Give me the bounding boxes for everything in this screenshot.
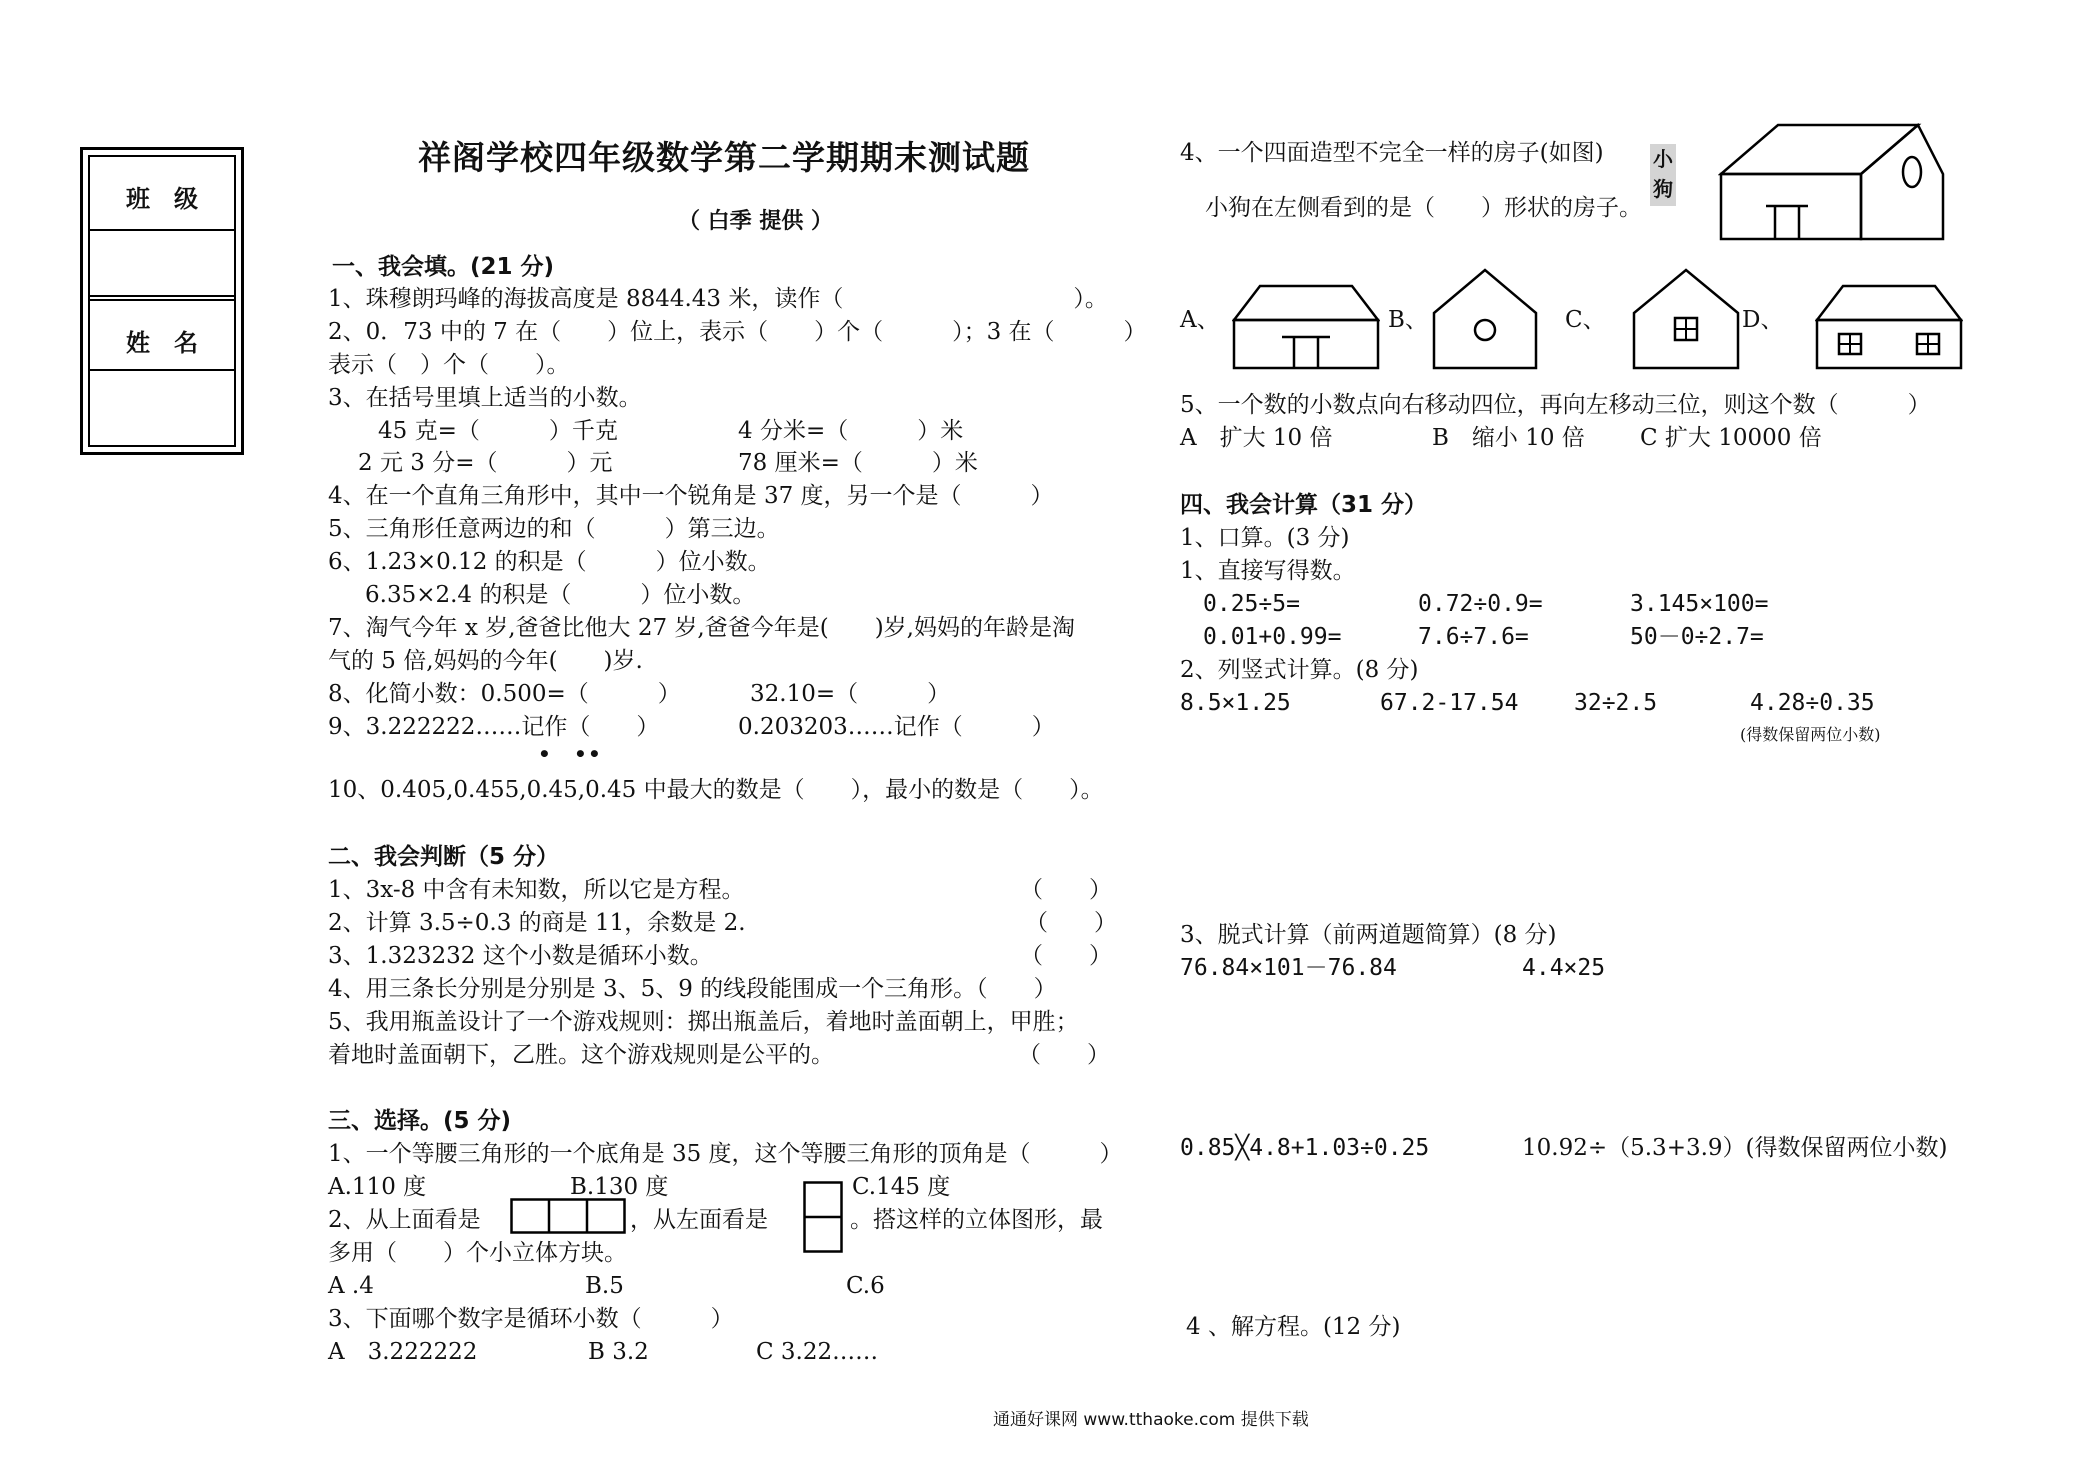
s2-item: 5、我用瓶盖设计了一个游戏规则：掷出瓶盖后，着地时盖面朝上，甲胜； (328, 1009, 1079, 1035)
s2-item: 4、用三条长分别是分别是 3、5、9 的线段能围成一个三角形。（ ） (328, 976, 1057, 1002)
house-option-label: D、 (1742, 307, 1784, 333)
top-view-figure (510, 1198, 626, 1234)
s1-line: 4、在一个直角三角形中，其中一个锐角是 37 度，另一个是（ ） (328, 483, 1054, 509)
s3-q3-opt: A 3.222222 (328, 1339, 478, 1365)
oral-item: 50－0÷2.7= (1630, 624, 1764, 650)
s3-q2-opt: B.5 (585, 1273, 624, 1299)
section-4-heading: 四、我会计算（31 分） (1180, 492, 1428, 518)
left-view-figure (803, 1181, 843, 1253)
s2-item: 3、1.323232 这个小数是循环小数。 (328, 943, 713, 969)
s1-line: 32.10=（ ） (750, 681, 951, 707)
s3-q1-opt: A.110 度 (328, 1174, 427, 1200)
recurring-dot: • (538, 742, 551, 766)
s3-q2-text: 多用（ ）个小立体方块。 (328, 1240, 627, 1266)
s3-q2-opt: A .4 (328, 1273, 374, 1299)
s2-item: 2、计算 3.5÷0.3 的商是 11，余数是 2. (328, 910, 746, 936)
oral-sub: 1、直接写得数。 (1180, 558, 1356, 584)
s3-q3-opt: C 3.22…… (756, 1339, 879, 1365)
section-3-heading: 三、选择。(5 分) (328, 1108, 512, 1134)
s3-q1: 1、一个等腰三角形的一个底角是 35 度，这个等腰三角形的顶角是（ ） (328, 1141, 1123, 1167)
s1-line: 0.203203……记作（ ） (738, 714, 1055, 740)
footer-text: 通通好课网 www.tthaoke.com 提供下载 (993, 1410, 1309, 1430)
house-option-label: B、 (1388, 307, 1428, 333)
r-q5: 5、一个数的小数点向右移动四位，再向左移动三位，则这个数（ ） (1180, 392, 1931, 418)
house-option-a (1232, 284, 1380, 370)
s1-line: 6.35×2.4 的积是（ ）位小数。 (365, 582, 756, 608)
s1-line: 78 厘米=（ ）米 (738, 450, 978, 476)
vertical-item: 8.5×1.25 (1180, 690, 1291, 716)
house-option-c (1632, 268, 1740, 370)
class-name-box (80, 147, 244, 455)
s1-line: 4 分米=（ ）米 (738, 418, 964, 444)
oral-item: 7.6÷7.6= (1418, 624, 1529, 650)
stepwise-item: 10.92÷（5.3+3.9）(得数保留两位小数) (1522, 1135, 1948, 1161)
stepwise-item: 0.85╳4.8+1.03÷0.25 (1180, 1135, 1430, 1161)
stepwise-heading: 3、脱式计算（前两道题简算）(8 分) (1180, 922, 1557, 948)
s2-mark: （ ） (1020, 877, 1112, 903)
equation-heading: 4 、解方程。(12 分) (1186, 1314, 1401, 1340)
r-q5-opt: A 扩大 10 倍 (1180, 425, 1333, 451)
dog-label-2: 狗 (1653, 177, 1673, 201)
r-q4-line2: 小狗在左侧看到的是（ ）形状的房子。 (1205, 195, 1642, 221)
vertical-heading: 2、列竖式计算。(8 分) (1180, 657, 1419, 683)
s2-item: 1、3x-8 中含有未知数，所以它是方程。 (328, 877, 745, 903)
r-q5-opt: B 缩小 10 倍 (1432, 425, 1585, 451)
s3-q2-text: 2、从上面看是 (328, 1207, 481, 1233)
r-q4-line1: 4、一个四面造型不完全一样的房子(如图) (1180, 140, 1604, 166)
s3-q3-opt: B 3.2 (588, 1339, 649, 1365)
s1-line: 3、在括号里填上适当的小数。 (328, 385, 642, 411)
s1-line: 7、淘气今年 x 岁,爸爸比他大 27 岁,爸爸今年是( )岁,妈妈的年龄是淘 (328, 615, 1075, 641)
s1-line: 2 元 3 分=（ ）元 (358, 450, 613, 476)
house-option-b (1432, 268, 1538, 370)
s2-mark: （ ） (1018, 1042, 1110, 1068)
s1-line: 气的 5 倍,妈妈的今年( )岁. (328, 648, 643, 674)
s1-line: 8、化简小数：0.500=（ ） (328, 681, 681, 707)
class-label: 班 级 (126, 185, 198, 213)
oral-item: 3.145×100= (1630, 591, 1769, 617)
house-option-label: A、 (1180, 307, 1220, 333)
vertical-note: (得数保留两位小数) (1740, 725, 1881, 744)
oral-item: 0.01+0.99= (1203, 624, 1342, 650)
vertical-item: 67.2-17.54 (1380, 690, 1519, 716)
s1-line: 1、珠穆朗玛峰的海拔高度是 8844.43 米，读作（ ）。 (328, 286, 1108, 312)
house-option-label: C、 (1565, 307, 1606, 333)
s1-line: 5、三角形任意两边的和（ ）第三边。 (328, 516, 780, 542)
r-q5-opt: C 扩大 10000 倍 (1640, 425, 1822, 451)
s2-mark: （ ） (1020, 943, 1112, 969)
section-2-heading: 二、我会判断（5 分） (328, 844, 560, 870)
oral-item: 0.72÷0.9= (1418, 591, 1543, 617)
stepwise-item: 4.4×25 (1522, 955, 1606, 981)
s1-line: 表示（ ）个（ ）。 (328, 352, 570, 378)
s1-line: 2、0．73 中的 7 在（ ）位上，表示（ ）个（ ）；3 在（ ） (328, 319, 1147, 345)
vertical-item: 4.28÷0.35 (1750, 690, 1875, 716)
stepwise-item: 76.84×101－76.84 (1180, 955, 1397, 981)
s1-line: 10、0.405,0.455,0.45,0.45 中最大的数是（ ），最小的数是（ ）。 (328, 777, 1104, 803)
s3-q2-opt: C.6 (846, 1273, 885, 1299)
oral-heading: 1、口算。(3 分) (1180, 525, 1350, 551)
s3-q3: 3、下面哪个数字是循环小数（ ） (328, 1306, 734, 1332)
s2-item: 着地时盖面朝下，乙胜。这个游戏规则是公平的。 (328, 1042, 834, 1068)
house-3d-figure (1718, 122, 1946, 242)
s1-line: 6、1.23×0.12 的积是（ ）位小数。 (328, 549, 771, 575)
name-label: 姓 名 (126, 329, 198, 357)
house-option-d (1815, 284, 1963, 370)
dog-label-box (1650, 144, 1676, 206)
s3-q2-text: 。搭这样的立体图形，最 (850, 1207, 1103, 1233)
recurring-dot: • (574, 742, 587, 766)
s3-q1-opt: C.145 度 (852, 1174, 951, 1200)
dog-label-1: 小 (1653, 147, 1673, 171)
s3-q1-opt: B.130 度 (570, 1174, 669, 1200)
s3-q2-text: ，从左面看是 (630, 1207, 768, 1233)
page-title: 祥阁学校四年级数学第二学期期末测试题 (418, 138, 1030, 177)
section-1-heading: 一、我会填。(21 分) (332, 254, 555, 280)
subtitle: （ 白季 提供 ） (678, 209, 833, 234)
recurring-dot: • (588, 742, 601, 766)
vertical-item: 32÷2.5 (1574, 690, 1658, 716)
s1-line: 45 克=（ ）千克 (378, 418, 618, 444)
s2-mark: （ ） (1025, 910, 1117, 936)
s1-line: 9、3.222222……记作（ ） (328, 714, 660, 740)
oral-item: 0.25÷5= (1203, 591, 1300, 617)
